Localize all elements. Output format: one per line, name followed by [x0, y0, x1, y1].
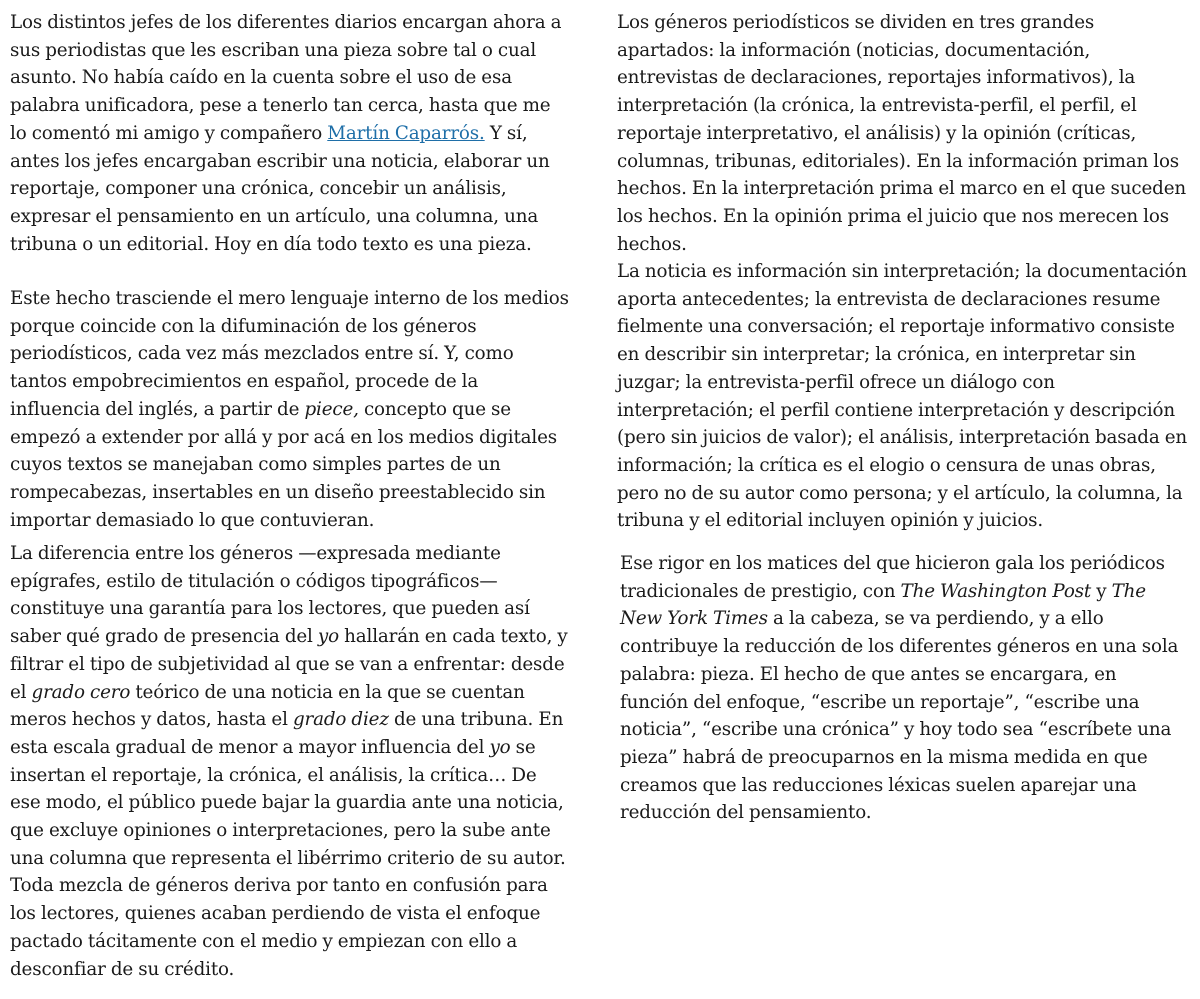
martin-caparros-link[interactable]: Martín Caparrós. [327, 122, 485, 144]
paragraph-genre-blurring: Este hecho trasciende el mero lenguaje interno de los medios porque coincide con la difuminación de los géneros periodísticos, cada vez más mezclados entre sí. Y, como tantos empobrecimientos en español, procede de la influencia del inglés, a partir de piece, concepto que se empezó a extender por allá y por acá en los medios digitales cuyos textos se manejaban como simples partes de un rompecabezas, insertables en un diseño preestablecido sin importar demasiado lo que contuvieran. [10, 288, 569, 531]
paragraph-genre-categories: Los géneros periodísticos se dividen en tres grandes apartados: la información (noticias, documentación, entrevistas de declaraciones, reportajes informativos), la interpretación (la crónica, la entrevista-perfil, el perfil, el reportaje interpretativo, el análisis) y la opinión (críticas, columnas, tribunas, editoriales). En la información priman los hechos. En la interpretación prima el marco en el que suceden los hechos. En la opinión prima el juicio que nos merecen los hechos. [617, 12, 1186, 255]
paragraph-rigor-conclusion: Ese rigor en los matices del que hicieron gala los periódicos tradicionales de prestigio, con The Washington Post y The New York Times a la cabeza, se va perdiendo, y a ello contribuye la reducción de los diferentes géneros en una sola palabra: pieza. El hecho de que antes se encargara, en función del enfoque, “escribe un reportaje”, “escribe una noticia”, “escribe una crónica” y hoy todo sea “escríbete una pieza” habrá de preocuparnos en la misma medida en que creamos que las reducciones léxicas suelen aparejar una reducción del pensamiento. [620, 553, 1179, 824]
paragraph-pieza-intro: Los distintos jefes de los diferentes diarios encargan ahora a sus periodistas que les escriban una pieza sobre tal o cual asunto. No había caído en la cuenta sobre el uso de esa palabra unificadora, pese a tenerlo tan cerca, hasta que me lo comentó mi amigo y compañero Martín Caparrós. Y sí, antes los jefes encargaban escribir una noticia, elaborar un reportaje, componer una crónica, concebir un análisis, expresar el pensamiento en un artículo, una columna, una tribuna o un editorial. Hoy en día todo texto es una pieza. [10, 12, 562, 255]
paragraph-genre-definitions: La noticia es información sin interpretación; la documentación aporta antecedentes; la entrevista de declaraciones resume fielmente una conversación; el reportaje informativo consiste en describir sin interpretar; la crónica, en interpretar sin juzgar; la entrevista-perfil ofrece un diálogo con interpretación; el perfil contiene interpretación y descripción (pero sin juicios de valor); el análisis, interpretación basada en información; la crítica es el elogio o censura de unas obras, pero no de su autor como persona; y el artículo, la columna, la tribuna y el editorial incluyen opinión y juicios. [617, 261, 1188, 532]
paragraph-genre-difference: La diferencia entre los géneros —expresada mediante epígrafes, estilo de titulación o códigos tipográficos— constituye una garantía para los lectores, que pueden así saber qué grado de presencia del yo hallarán en cada texto, y filtrar el tipo de subjetividad al que se van a enfrentar: desde el grado cero teórico de una noticia en la que se cuentan meros hechos y datos, hasta el grado diez de una tribuna. En esta escala gradual de menor a mayor influencia del yo se insertan el reportaje, la crónica, el análisis, la crítica… De ese modo, el público puede bajar la guardia ante una noticia, que excluye opiniones o interpretaciones, pero la sube ante una columna que representa el libérrimo criterio de su autor. Toda mezcla de géneros deriva por tanto en confusión para los lectores, quienes acaban perdiendo de vista el enfoque pactado tácitamente con el medio y empiezan con ello a desconfiar de su crédito. [10, 543, 568, 980]
